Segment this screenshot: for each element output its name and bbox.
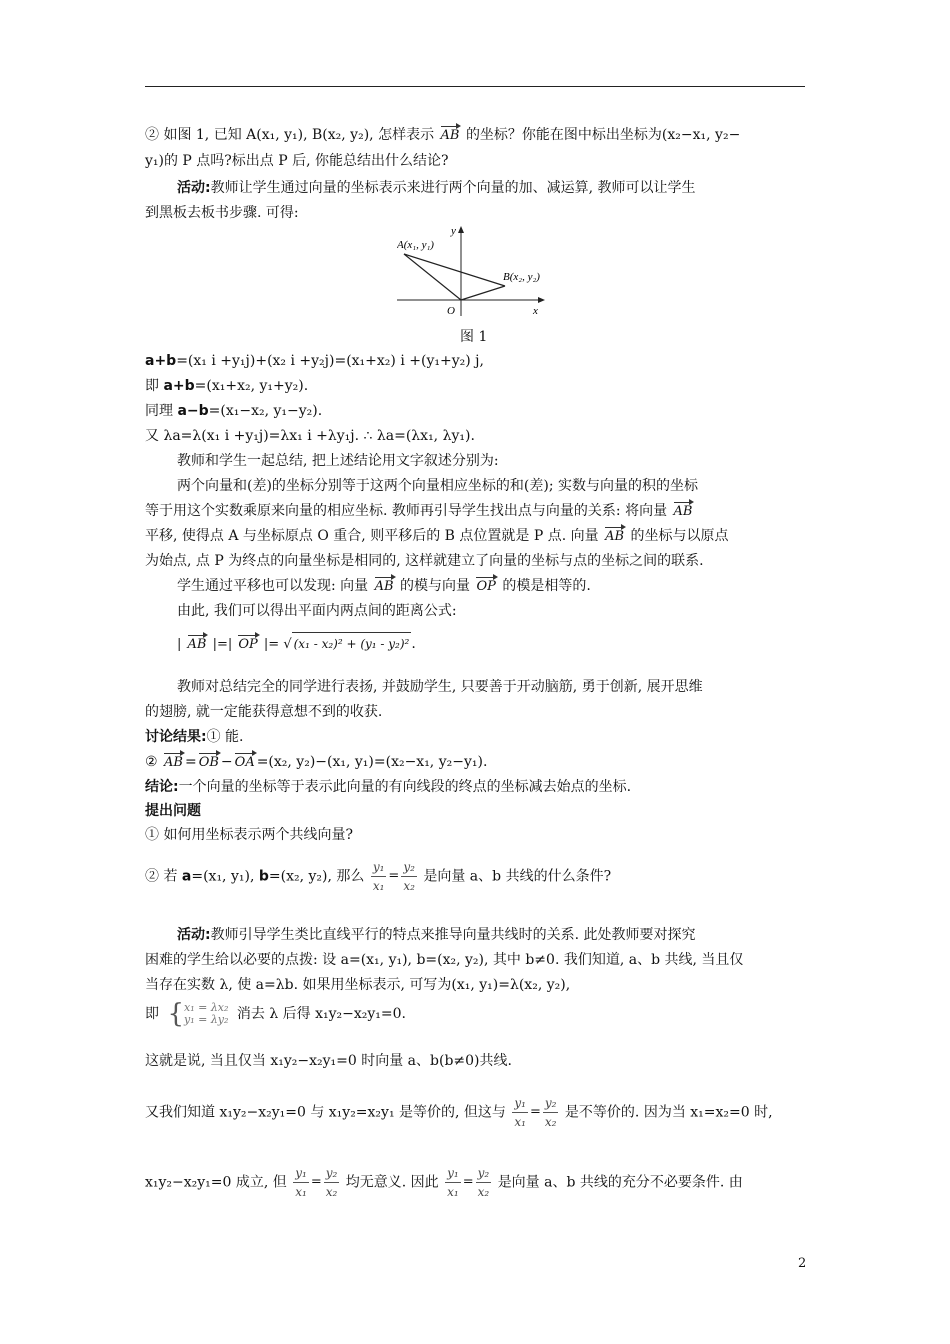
fraction-denominator: x₂ — [477, 1185, 490, 1199]
vector-ab: AB — [188, 634, 207, 653]
activity1-line2: 到黑板去板书步骤. 可得: — [145, 205, 299, 221]
activity1-line1 — [177, 177, 815, 199]
fraction-y1-x1 — [371, 858, 387, 895]
x-axis-arrow — [538, 297, 545, 303]
vector-oa: OA — [235, 752, 255, 771]
equation-diff — [145, 400, 815, 422]
activity2-line3: 当存在实数 λ, 使 a=λb. 如果用坐标表示, 可写为(x₁, y₁)=λ(x₂, y₂), — [145, 977, 571, 993]
vector-ob: OB — [199, 752, 219, 771]
x-axis-label: x — [533, 305, 538, 317]
distance-formula: | AB |=| OP |= √ (x₁ - x₂)² + (y₁ - y₂)² . — [177, 632, 847, 656]
fraction-y2-x2 — [401, 858, 417, 895]
discussion-result2: ② AB = OB − OA =(x₂, y₂)−(x₁, y₁)=(x₂−x₁, y₂−y₁). — [145, 754, 488, 770]
activity2-text: 教师引导学生类比直线平行的特点来推导向量共线时的关系. 此处教师要对探究 — [210, 927, 696, 943]
summary-text: 平移, 使得点 A 与坐标原点 O 重合, 则平移后的 B 点位置就是 P 点. 向量 — [145, 528, 599, 544]
problem-text: =(x₂, y₂), 那么 — [268, 868, 365, 885]
summary-line4 — [145, 525, 815, 547]
conclusion-text: 一个向量的坐标等于表示此向量的有向线段的终点的坐标减去始点的坐标. — [178, 779, 632, 795]
equation-lhs: a−b — [177, 403, 209, 419]
discussion-text: =(x₂, y₂)−(x₁, y₁)=(x₂−x₁, y₂−y₁). — [256, 754, 488, 770]
fraction-denominator: x₂ — [403, 879, 415, 893]
y-axis-arrow — [458, 226, 464, 233]
activity2-line2: 困难的学生给以必要的点拨: 设 a=(x₁, y₁), b=(x₂, y₂), 其中 b≠0. 我们知道, a、b 共线, 当且仅 — [145, 952, 744, 968]
segment-oa — [404, 254, 461, 300]
equation-prefix: 同理 — [145, 403, 178, 419]
segment-ob — [461, 286, 505, 300]
equation-lhs: a+b — [163, 378, 195, 394]
vector-ab: AB — [605, 526, 624, 545]
fraction-y1-x1 — [445, 1164, 461, 1201]
distance-radicand: (x₁ - x₂)² + (y₁ - y₂)² — [292, 632, 412, 655]
conclusion-label: 结论: — [145, 779, 179, 795]
equation-scalar: 又 λa=λ(x₁ i +y₁j)=λx₁ i +λy₁j. ∴ λa=(λx₁, λy₁). — [145, 428, 475, 444]
fraction-numerator: y₂ — [401, 858, 417, 877]
summary-text: 的坐标与以原点 — [630, 528, 729, 544]
tail-line3: x₁y₂−x₂y₁=0 成立, 但 $\frac{\text{y₁}}{\text{x₁}}$ = $\frac{\text{y₂}}{\text{x₂}}$ 均无意义. 因此 $\frac{\text{y₁}}{\text{x₁}}$ = $\frac{\text{y₂}}{\text{x₂}}$ 是向量 a、b 共线的充分不必要条件. 由 — [145, 1166, 743, 1199]
activity2-line1 — [177, 924, 815, 946]
equation-sum-rhs: =(x₁ i +y₁j)+(x₂ i +y₂j)=(x₁+x₂) i +(y₁+y₂) j, — [176, 353, 484, 369]
summary-text: 学生通过平移也可以发现: 向量 — [177, 578, 369, 594]
discussion-label: 讨论结果: — [145, 729, 207, 745]
summary-line6 — [177, 575, 815, 597]
problem-text: =(x₁, y₁), — [191, 868, 259, 885]
equation-sum — [145, 350, 815, 372]
page-number: 2 — [798, 1256, 807, 1271]
summary-line7: 由此, 我们可以得出平面内两点间的距离公式: — [177, 603, 457, 619]
fraction-denominator: x₁ — [514, 1115, 526, 1129]
equation-prefix: 即 — [145, 378, 164, 394]
figure-caption: 图 1 — [460, 329, 488, 345]
summary-line2: 两个向量和(差)的坐标分别等于这两个向量相应坐标的和(差); 实数与向量的积的坐标 — [177, 478, 699, 494]
praise-line2: 的翅膀, 就一定能获得意想不到的收获. — [145, 704, 383, 720]
equation-sum-lhs: a+b — [145, 353, 177, 369]
fraction-denominator: x₂ — [544, 1115, 557, 1129]
fraction-numerator: y₁ — [445, 1164, 461, 1183]
equation-system: { x₁ = λx₂ y₁ = λy₂ — [167, 999, 229, 1029]
fraction-denominator: x₁ — [447, 1185, 459, 1199]
vector-ab: AB — [441, 125, 460, 144]
q2-text-a: ② 如图 1, 已知 A(x₁, y₁), B(x₂, y₂), 怎样表示 — [145, 127, 435, 143]
fraction-numerator: y₁ — [293, 1164, 309, 1183]
discussion-marker: ② — [145, 754, 158, 770]
segment-ab — [404, 254, 505, 286]
fraction-numerator: y₁ — [512, 1094, 528, 1113]
fraction-y2-x2 — [543, 1094, 559, 1131]
tail-text: 是向量 a、b 共线的充分不必要条件. 由 — [497, 1174, 743, 1191]
q2-line1 — [145, 124, 815, 146]
fraction-numerator: y₁ — [371, 858, 387, 877]
tail-line2: 又我们知道 x₁y₂−x₂y₁=0 与 x₁y₂=x₂y₁ 是等价的, 但这与 $\frac{\text{y₁}}{\text{x₁}}$ = $\frac{\text{y₂}}{\text{x₂}}$ 是不等价的. 因为当 x₁=x₂=0 时, — [145, 1096, 773, 1129]
fraction-denominator: x₂ — [325, 1185, 338, 1199]
equation-sum-coords — [145, 375, 815, 397]
problem-q2: ② 若 a=(x₁, y₁), b=(x₂, y₂), 那么 $\frac{\text{y₁}}{\text{x₁}}$ = $\frac{\text{y₂}}{\text{x₂}}$ 是向量 a、b 共线的什么条件? — [145, 860, 612, 893]
summary-text: 的模与向量 — [400, 578, 471, 594]
fraction-y2-x2 — [324, 1164, 340, 1201]
summary-line3 — [145, 500, 815, 522]
activity1-text: 教师让学生通过向量的坐标表示来进行两个向量的加、减运算, 教师可以让学生 — [210, 180, 696, 196]
activity2-text: 即 — [145, 1006, 159, 1022]
origin-label: O — [447, 305, 455, 317]
fraction-numerator: y₂ — [324, 1164, 340, 1183]
problem-text: ② 若 — [145, 868, 182, 885]
y-axis-label: y — [451, 225, 456, 237]
tail-text: 又我们知道 x₁y₂−x₂y₁=0 与 x₁y₂=x₂y₁ 是等价的, 但这与 — [145, 1104, 506, 1121]
activity-label: 活动: — [177, 180, 211, 196]
fraction-numerator: y₂ — [476, 1164, 492, 1183]
system-row: x₁ = λx₂ — [184, 1001, 229, 1014]
fraction-y1-x1 — [512, 1094, 528, 1131]
q2-line2: y₁)的 P 点吗?标出点 P 后, 你能总结出什么结论? — [145, 153, 449, 169]
equation-rhs: =(x₁+x₂, y₁+y₂). — [194, 378, 309, 394]
q2-text-b: 的坐标？你能在图中标出坐标为(x₂−x₁, y₂− — [465, 127, 741, 143]
discussion-text: ① 能. — [206, 729, 244, 745]
fraction-denominator: x₁ — [372, 879, 385, 893]
tail-line1: 这就是说, 当且仅当 x₁y₂−x₂y₁=0 时向量 a、b(b≠0)共线. — [145, 1053, 512, 1069]
tail-text: 均无意义. 因此 — [345, 1174, 439, 1191]
point-b-label: B(x₂, y₂) — [503, 271, 540, 283]
conclusion — [145, 776, 815, 798]
fraction-denominator: x₁ — [295, 1185, 307, 1199]
summary-line1: 教师和学生一起总结, 把上述结论用文字叙述分别为: — [177, 453, 499, 469]
discussion-result1 — [145, 726, 815, 748]
problem-heading: 提出问题 — [145, 803, 201, 819]
summary-line5: 为始点, 点 P 为终点的向量坐标是相同的, 这样就建立了向量的坐标与点的坐标之间的联系. — [145, 553, 704, 569]
vector-ab: AB — [164, 752, 183, 771]
vector-ab: AB — [674, 501, 693, 520]
point-a-label: A(x₁, y₁) — [397, 239, 434, 251]
summary-text: 的模是相等的. — [502, 578, 591, 594]
activity2-line4 — [145, 999, 815, 1029]
vector-op: OP — [476, 576, 495, 595]
equation-rhs: =(x₁−x₂, y₁−y₂). — [208, 403, 323, 419]
activity-label: 活动: — [177, 927, 211, 943]
problem-text: 是向量 a、b 共线的什么条件? — [423, 868, 612, 885]
summary-text: 等于用这个实数乘原来向量的相应坐标. 教师再引导学生找出点与向量的关系: 将向量 — [145, 503, 668, 519]
system-row: y₁ = λy₂ — [184, 1013, 229, 1026]
header-rule — [145, 86, 805, 87]
fraction-y1-x1 — [293, 1164, 309, 1201]
praise-line1: 教师对总结完全的同学进行表扬, 并鼓励学生, 只要善于开动脑筋, 勇于创新, 展开思维 — [177, 679, 703, 695]
fraction-numerator: y₂ — [543, 1094, 559, 1113]
fraction-y2-x2 — [476, 1164, 492, 1201]
figure-1-diagram — [397, 224, 557, 320]
vector-ab: AB — [375, 576, 394, 595]
tail-text: x₁y₂−x₂y₁=0 成立, 但 — [145, 1174, 287, 1191]
problem-q1: ① 如何用坐标表示两个共线向量? — [145, 827, 353, 843]
vector-op: OP — [238, 634, 257, 653]
activity2-text: 消去 λ 后得 x₁y₂−x₂y₁=0. — [236, 1006, 406, 1022]
tail-text: 是不等价的. 因为当 x₁=x₂=0 时, — [564, 1104, 773, 1121]
